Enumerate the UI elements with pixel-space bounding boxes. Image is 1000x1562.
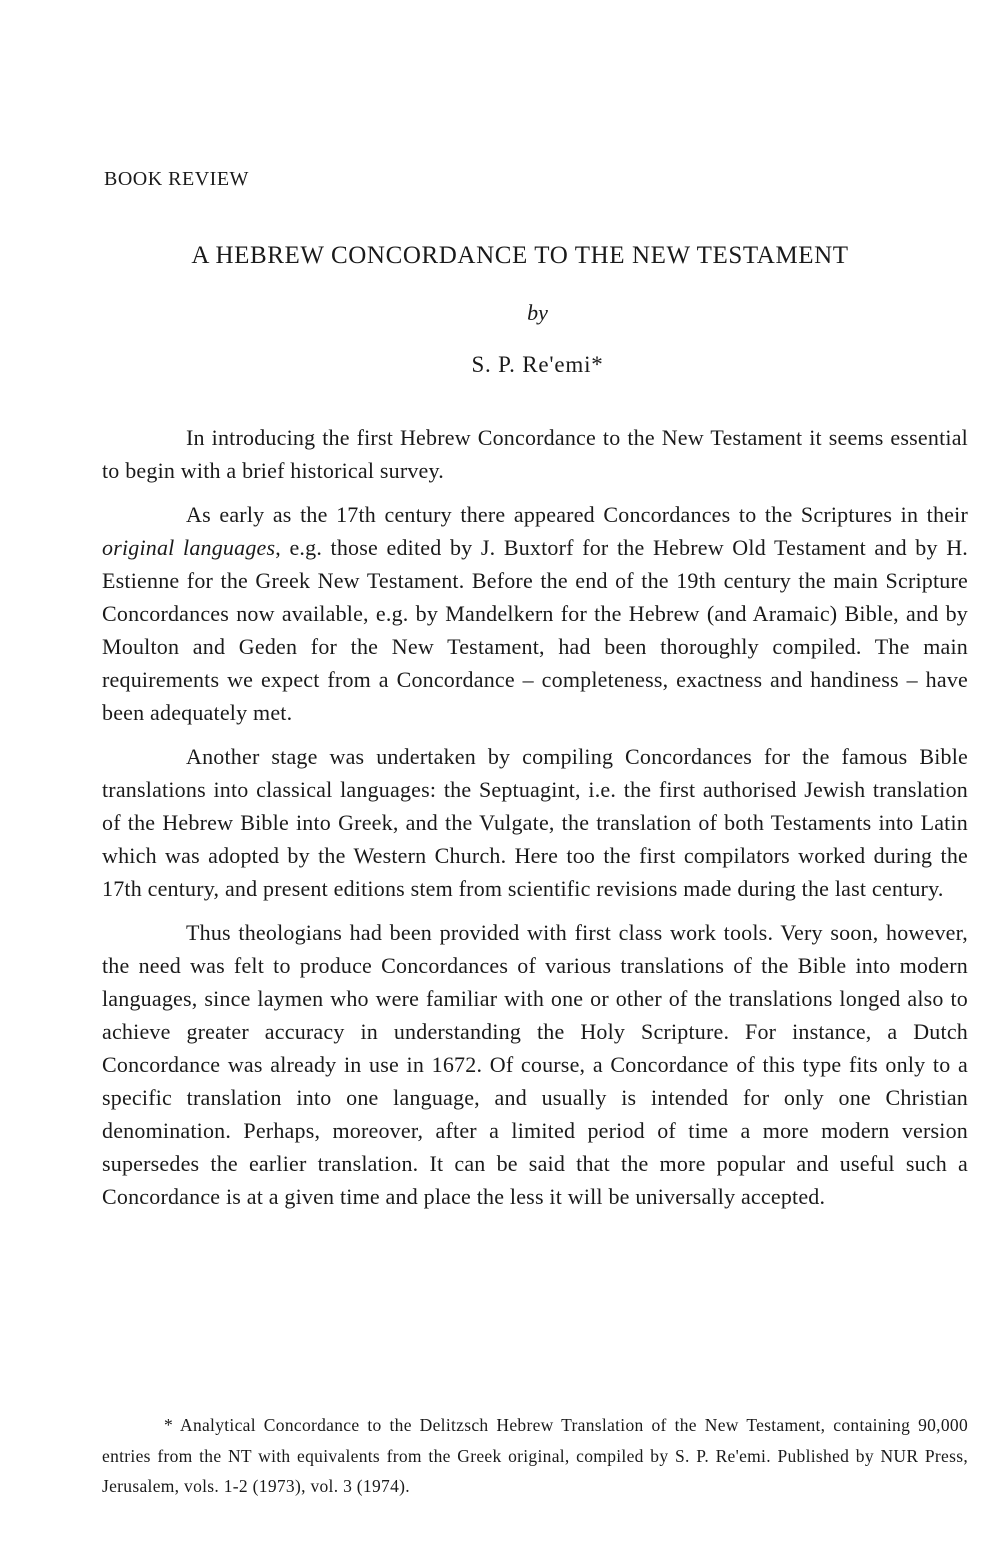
paragraph-3: Another stage was undertaken by compiling Concordances for the famous Bible translations into classical languages: the Septuagint, i.e. the first authorised Jewish translation of the Hebrew Bible into Greek, and the Vulgate, the translation of both Testaments into Latin which was adopted by the Western Church. Here too the first compilators worked during the 17th century, and present editions stem from scientific revisions made during the last century. [102,744,968,901]
article-title: A HEBREW CONCORDANCE TO THE NEW TESTAMENT [191,242,849,269]
section-label: BOOK REVIEW [104,168,249,190]
paragraph-2-emphasis: original languages [102,535,276,560]
author-name: S. P. Re'emi* [471,352,604,377]
paragraph-1: In introducing the first Hebrew Concordance to the New Testament it seems essential to begin with a brief historical survey. [102,425,968,483]
article-body [102,421,968,1224]
byline-by: by [527,300,548,325]
paragraph-4: Thus theologians had been provided with first class work tools. Very soon, however, the need was felt to produce Concordances of various translations of the Bible into modern languages, since laymen who were familiar with one or other of the translations longed also to achieve greater accuracy in understanding the Holy Scripture. For instance, a Dutch Concordance was already in use in 1672. Of course, a Concordance of this type fits only to a specific translation into one language, and usually is intended for only one Christian denomination. Perhaps, moreover, after a limited period of time a more modern version supersedes the earlier translation. It can be said that the more popular and useful such a Concordance is at a given time and place the less it will be universally accepted. [102,920,968,1209]
paragraph-2-part-1: As early as the 17th century there appeared Concordances to the Scriptures in their [186,502,968,527]
paragraph-2 [102,498,968,729]
footnote: * Analytical Concordance to the Delitzsch Hebrew Translation of the New Testament, containing 90,000 entries from the NT with equivalents from the Greek original, compiled by S. P. Re'emi. Published by NUR Press, Jerusalem, vols. 1-2 (1973), vol. 3 (1974). [102,1415,968,1496]
paragraph-2-part-2: , e.g. those edited by J. Buxtorf for the Hebrew Old Testament and by H. Estienne for the Greek New Testament. Before the end of the 19th century the main Scripture Concordances now available, e.g. by Mandelkern for the Hebrew (and Aramaic) Bible, and by Moulton and Geden for the New Testament, had been thoroughly compiled. The main requirements we expect from a Concordance – completeness, exactness and handiness – have been adequately met. [102,535,968,725]
